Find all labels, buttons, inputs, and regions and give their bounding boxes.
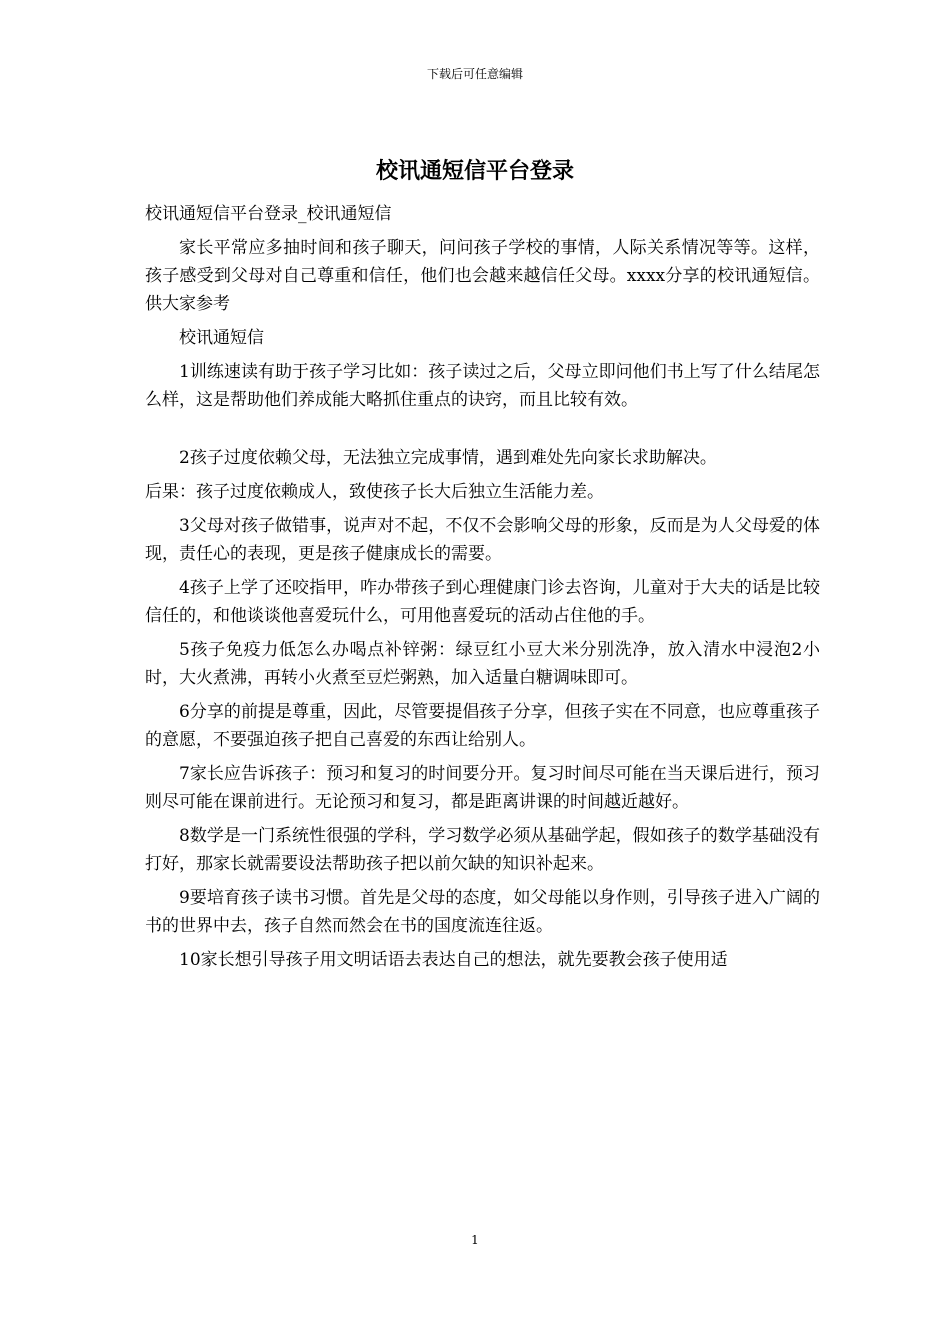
paragraph-item: 1训练速读有助于孩子学习比如：孩子读过之后，父母立即问他们书上写了什么结尾怎么样，这是帮助他们养成能大略抓住重点的诀窍，而且比较有效。 <box>145 362 820 410</box>
paragraph-item: 2孩子过度依赖父母，无法独立完成事情，遇到难处先向家长求助解决。 <box>179 448 717 468</box>
paragraph-item: 5孩子免疫力低怎么办喝点补锌粥：绿豆红小豆大米分别洗净，放入清水中浸泡2小时，大火煮沸，再转小火煮至豆烂粥熟，加入适量白糖调味即可。 <box>145 640 820 688</box>
page-header: 下载后可任意编辑 <box>426 67 523 81</box>
document-body <box>145 200 820 980</box>
paragraph-item: 6分享的前提是尊重，因此，尽管要提倡孩子分享，但孩子实在不同意，也应尊重孩子的意愿，不要强迫孩子把自己喜爱的东西让给别人。 <box>145 702 820 750</box>
page-number: 1 <box>471 1233 479 1247</box>
paragraph-item: 7家长应告诉孩子：预习和复习的时间要分开。复习时间尽可能在当天课后进行，预习则尽可能在课前进行。无论预习和复习，都是距离讲课的时间越近越好。 <box>145 764 820 812</box>
section-heading: 校讯通短信 <box>179 328 264 348</box>
paragraph-item: 8数学是一门系统性很强的学科，学习数学必须从基础学起，假如孩子的数学基础没有打好，那家长就需要设法帮助孩子把以前欠缺的知识补起来。 <box>145 826 820 874</box>
intro-paragraph: 家长平常应多抽时间和孩子聊天，问问孩子学校的事情，人际关系情况等等。这样，孩子感受到父母对自己尊重和信任，他们也会越来越信任父母。xxxx分享的校讯通短信。供大家参考 <box>145 238 820 314</box>
paragraph-item: 3父母对孩子做错事，说声对不起，不仅不会影响父母的形象，反而是为人父母爱的体现，责任心的表现，更是孩子健康成长的需要。 <box>145 516 820 564</box>
subtitle-line: 校讯通短信平台登录_校讯通短信 <box>145 204 392 224</box>
document-title: 校讯通短信平台登录 <box>375 158 574 184</box>
paragraph-item: 9要培育孩子读书习惯。首先是父母的态度，如父母能以身作则，引导孩子进入广阔的书的世界中去，孩子自然而然会在书的国度流连往返。 <box>145 888 820 936</box>
paragraph-item: 后果：孩子过度依赖成人，致使孩子长大后独立生活能力差。 <box>145 482 604 502</box>
paragraph-item: 4孩子上学了还咬指甲，咋办带孩子到心理健康门诊去咨询，儿童对于大夫的话是比较信任的，和他谈谈他喜爱玩什么，可用他喜爱玩的活动占住他的手。 <box>145 578 820 626</box>
paragraph-item: 10家长想引导孩子用文明话语去表达自己的想法，就先要教会孩子使用适 <box>179 950 728 970</box>
